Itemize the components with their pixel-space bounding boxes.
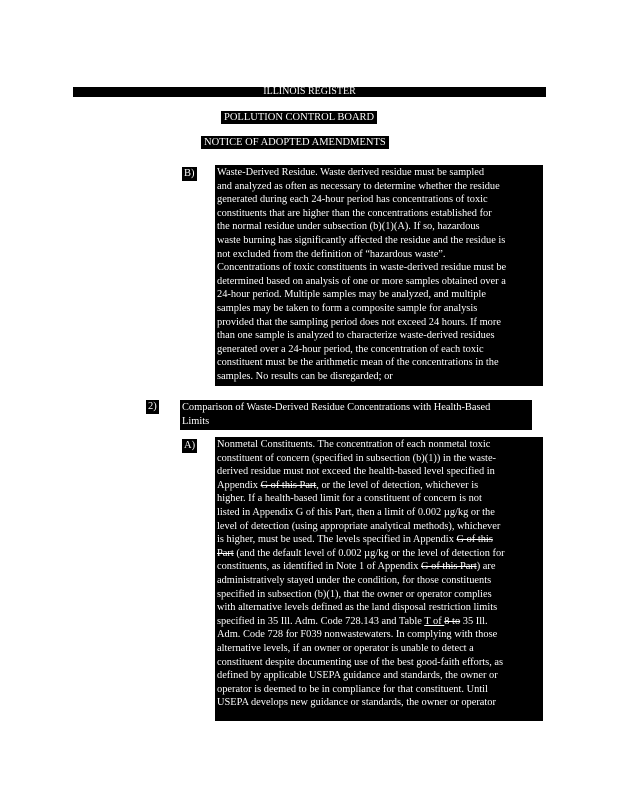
text-run: level of detection (using appropriate analytical methods), whichever [217,520,501,532]
text-run: specified in subsection (b)(1), that the owner or operator complies [217,588,492,600]
text-run: operator is deemed to be in compliance for that constituent. Until [217,683,488,695]
text-run: ) are [476,561,496,573]
text-line: waste burning has significantly affected the residue and the residue is [217,234,506,246]
text-line: 24-hour period. Multiple samples may be analyzed, and multiple [217,289,486,301]
text-line [217,628,541,642]
text-line [217,479,541,493]
text-line: Waste-Derived Residue. Waste derived residue must be sampled [217,167,485,178]
text-line: not excluded from the definition of “hazardous waste”. [217,248,446,260]
text-run: is higher, must be used. The levels specified in Appendix [217,534,457,546]
text-line: constituent must be the arithmetic mean of the concentrations in the [217,357,499,369]
text-run: constituents, as identified in Note 1 of Appendix [217,561,422,573]
text-line [217,533,541,547]
text-run: constituent of concern (specified in subsection (b)(1)) in the waste- [217,452,497,464]
text-line [217,492,541,506]
text-line: provided that the sampling period does not exceed 24 hours. If more [217,316,501,328]
section-2-marker: 2) [148,401,157,412]
inserted-text: T of [424,615,445,627]
text-line [217,696,541,710]
text-line [217,601,541,615]
text-line: than one sample is analyzed to characterize waste-derived residues [217,330,495,342]
text-line [217,506,541,520]
text-line [217,656,541,670]
text-line: Comparison of Waste-Derived Residue Concentrations with Health-Based [182,402,491,413]
register-title: ILLINOIS REGISTER [263,86,356,97]
text-run: Adm. Code 728 for F039 nonwastewaters. In complying with those [217,629,498,641]
text-run: Nonmetal Constituents. The concentration of each nonmetal toxic [217,439,491,450]
text-run: USEPA develops new guidance or standards, the owner or operator [217,697,496,709]
text-line [217,574,541,588]
text-line [217,547,541,561]
text-run: listed in Appendix G of this Part, then a limit of 0.002 µg/kg or the [217,506,495,518]
text-line [217,560,541,574]
text-line [217,588,541,602]
text-run: specified in 35 Ill. Adm. Code 728.143 and Table [217,615,425,627]
struck-text: 8 to [444,615,461,627]
notice-title: NOTICE OF ADOPTED AMENDMENTS [201,136,389,149]
text-line [217,438,541,452]
text-line [217,465,541,479]
struck-text: G of this Part [421,561,477,573]
struck-text: G of this Part [260,479,317,491]
text-run: Appendix [217,479,261,491]
section-b-marker: B) [184,168,195,179]
text-run: with alternative levels defined as the land disposal restriction limits [217,602,498,614]
text-line [217,683,541,697]
section-a-paragraph [215,437,543,721]
text-line: generated over a 24-hour period, the concentration of each toxic [217,343,484,355]
text-line: Limits [182,415,210,427]
text-run: alternative levels, if an owner or operator is unable to detect a [217,642,474,654]
text-line [217,669,541,683]
text-run: defined by applicable USEPA guidance and standards, the owner or [217,670,498,682]
struck-text: G of this [456,534,493,546]
text-line [217,615,541,629]
struck-text: Part [217,547,234,559]
text-line: generated during each 24-hour period has concentrations of toxic [217,194,488,206]
text-line: the normal residue under subsection (b)(1)(A). If so, hazardous [217,221,480,233]
section-2-heading [180,400,532,430]
text-run: 35 Ill. [460,615,488,627]
text-run: , or the level of detection, whichever is [316,479,479,491]
text-line: determined based on analysis of one or more samples obtained over a [217,275,506,287]
text-line: and analyzed as often as necessary to determine whether the residue [217,180,500,192]
text-line [217,452,541,466]
agency-title: POLLUTION CONTROL BOARD [221,111,377,124]
text-line [217,642,541,656]
register-header-bar [73,87,546,97]
text-line: samples may be taken to form a composite sample for analysis [217,302,478,314]
section-b-paragraph [215,165,543,386]
text-run: (and the default level of 0.002 µg/kg or the level of detection for [233,547,505,559]
text-line: Concentrations of toxic constituents in waste-derived residue must be [217,262,507,274]
text-run: higher. If a health-based limit for a constituent of concern is not [217,493,482,505]
text-run: derived residue must not exceed the health-based level specified in [217,466,495,478]
text-line [217,520,541,534]
text-line: constituents that are higher than the concentrations established for [217,207,492,219]
text-run: administratively stayed under the condition, for those constituents [217,574,492,586]
section-a-marker: A) [184,440,196,451]
text-run: constituent despite documenting use of the best good-faith efforts, as [217,656,504,668]
text-line: samples. No results can be disregarded; or [217,370,393,382]
